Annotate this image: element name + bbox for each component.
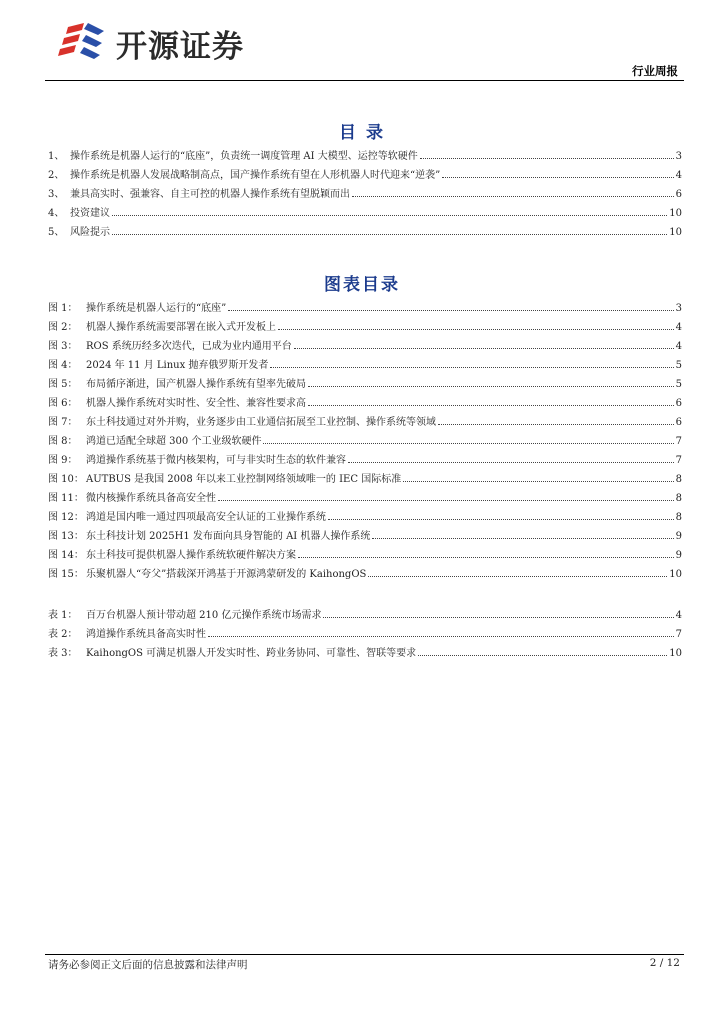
toc-entry[interactable]: [48, 185, 682, 204]
entry-page-number: 7: [675, 455, 682, 466]
dot-leader: [403, 481, 673, 482]
toc-entry[interactable]: [48, 147, 682, 166]
entry-title: 鸿道已适配全球超 300 个工业级软硬件: [86, 436, 262, 447]
entry-number: 表 1：: [48, 610, 78, 621]
dot-leader: [308, 405, 674, 406]
toc-entry[interactable]: [48, 223, 682, 242]
entry-title: 乐聚机器人“夸父”搭载深开鸿基于开源鸿蒙研发的 KaihongOS: [86, 569, 367, 580]
entry-title: 操作系统是机器人发展战略制高点，国产操作系统有望在人形机器人时代迎来“逆袭”: [70, 170, 441, 181]
dot-leader: [298, 557, 674, 558]
entry-page-number: 4: [675, 170, 682, 181]
dot-leader: [352, 196, 674, 197]
entry-page-number: 4: [675, 341, 682, 352]
dot-leader: [442, 177, 673, 178]
entry-title: 机器人操作系统对实时性、安全性、兼容性要求高: [86, 398, 306, 409]
toc-entry[interactable]: [48, 606, 682, 625]
dot-leader: [270, 367, 673, 368]
dot-leader: [438, 424, 674, 425]
entry-title: 东土科技计划 2025H1 发布面向具身智能的 AI 机器人操作系统: [86, 531, 371, 542]
entry-number: 图 9：: [48, 455, 78, 466]
dot-leader: [112, 234, 667, 235]
entry-page-number: 4: [675, 322, 682, 333]
entry-page-number: 9: [675, 531, 682, 542]
dot-leader: [294, 348, 674, 349]
entry-title: 操作系统是机器人运行的“底座”，负责统一调度管理 AI 大模型、运控等软硬件: [70, 151, 418, 162]
entry-title: 2024 年 11 月 Linux 抛弃俄罗斯开发者: [86, 360, 269, 371]
brand-logo: [58, 20, 244, 66]
entry-page-number: 6: [675, 189, 682, 200]
dot-leader: [112, 215, 667, 216]
toc-entry[interactable]: [48, 318, 682, 337]
footer-disclaimer: 请务必参阅正文后面的信息披露和法律声明: [48, 959, 248, 971]
entry-number: 图 8：: [48, 436, 78, 447]
toc-entry[interactable]: [48, 489, 682, 508]
toc-entry[interactable]: [48, 204, 682, 223]
dot-leader: [348, 462, 674, 463]
entry-title: 机器人操作系统需要部署在嵌入式开发板上: [86, 322, 276, 333]
toc-entry[interactable]: [48, 527, 682, 546]
entry-title: 微内核操作系统具备高安全性: [86, 493, 216, 504]
entry-title: AUTBUS 是我国 2008 年以来工业控制网络领域唯一的 IEC 国际标准: [86, 474, 402, 485]
entry-page-number: 9: [675, 550, 682, 561]
entry-title: 操作系统是机器人运行的“底座”: [86, 303, 227, 314]
dot-leader: [368, 576, 667, 577]
entry-number: 4、: [48, 208, 65, 219]
toc-entry[interactable]: [48, 413, 682, 432]
entry-number: 图 15：: [48, 569, 84, 580]
footer-page-indicator: 2 / 12: [649, 957, 680, 969]
entry-title: 鸿道是国内唯一通过四项最高安全认证的工业操作系统: [86, 512, 326, 523]
figures-list: [48, 299, 682, 584]
brand-name: 开源证券: [116, 28, 244, 65]
entry-title: 投资建议: [70, 208, 110, 219]
entry-page-number: 5: [675, 379, 682, 390]
dot-leader: [278, 329, 674, 330]
entry-page-number: 6: [675, 417, 682, 428]
entry-number: 图 2：: [48, 322, 78, 333]
entry-page-number: 7: [675, 436, 682, 447]
toc-entry[interactable]: [48, 625, 682, 644]
toc-entry[interactable]: [48, 451, 682, 470]
entry-number: 5、: [48, 227, 65, 238]
entry-number: 图 3：: [48, 341, 78, 352]
header-divider: [45, 80, 684, 81]
entry-page-number: 3: [675, 151, 682, 162]
entry-page-number: 5: [675, 360, 682, 371]
tables-list: [48, 606, 682, 663]
toc-entry[interactable]: [48, 337, 682, 356]
toc-entry[interactable]: [48, 508, 682, 527]
footer-divider: [45, 954, 684, 955]
report-type-label: 行业周报: [632, 64, 678, 78]
entry-number: 图 6：: [48, 398, 78, 409]
toc-entry[interactable]: [48, 432, 682, 451]
entry-title: 兼具高实时、强兼容、自主可控的机器人操作系统有望脱颖而出: [70, 189, 350, 200]
dot-leader: [418, 655, 667, 656]
entry-title: 鸿道操作系统具备高实时性: [86, 629, 206, 640]
entry-page-number: 10: [669, 208, 682, 219]
dot-leader: [208, 636, 674, 637]
dot-leader: [420, 158, 674, 159]
entry-number: 图 7：: [48, 417, 78, 428]
dot-leader: [328, 519, 674, 520]
entry-page-number: 8: [675, 493, 682, 504]
brand-logo-icon: [58, 21, 110, 65]
entry-number: 表 3：: [48, 648, 78, 659]
toc-entry[interactable]: [48, 644, 682, 663]
entry-number: 图 1：: [48, 303, 78, 314]
entry-number: 2、: [48, 170, 65, 181]
entry-title: 鸿道操作系统基于微内核架构，可与非实时生态的软件兼容: [86, 455, 346, 466]
entry-number: 图 14：: [48, 550, 84, 561]
figures-title: 图表目录: [324, 275, 400, 295]
entry-title: 百万台机器人预计带动超 210 亿元操作系统市场需求: [86, 610, 322, 621]
entry-number: 图 11：: [48, 493, 84, 504]
dot-leader: [228, 310, 673, 311]
entry-number: 3、: [48, 189, 65, 200]
entry-number: 图 10：: [48, 474, 84, 485]
entry-page-number: 10: [669, 227, 682, 238]
entry-title: ROS 系统历经多次迭代，已成为业内通用平台: [86, 341, 292, 352]
entry-number: 表 2：: [48, 629, 78, 640]
toc-entry[interactable]: [48, 546, 682, 565]
entry-page-number: 7: [675, 629, 682, 640]
toc-entry[interactable]: [48, 565, 682, 584]
entry-page-number: 3: [675, 303, 682, 314]
entry-number: 图 5：: [48, 379, 78, 390]
entry-page-number: 4: [675, 610, 682, 621]
entry-number: 图 12：: [48, 512, 84, 523]
entry-title: 布局循序渐进，国产机器人操作系统有望率先破局: [86, 379, 306, 390]
entry-page-number: 10: [669, 569, 682, 580]
dot-leader: [323, 617, 673, 618]
entry-title: 风险提示: [70, 227, 110, 238]
toc-entry[interactable]: [48, 356, 682, 375]
toc-list: [48, 147, 682, 242]
dot-leader: [372, 538, 673, 539]
entry-page-number: 10: [669, 648, 682, 659]
toc-entry[interactable]: [48, 166, 682, 185]
toc-entry[interactable]: [48, 375, 682, 394]
entry-page-number: 8: [675, 474, 682, 485]
entry-title: 东土科技通过对外并购，业务逐步由工业通信拓展至工业控制、操作系统等领域: [86, 417, 436, 428]
dot-leader: [218, 500, 674, 501]
toc-entry[interactable]: [48, 299, 682, 318]
toc-title: 目 录: [339, 123, 385, 143]
entry-number: 图 13：: [48, 531, 84, 542]
entry-title: 东土科技可提供机器人操作系统软硬件解决方案: [86, 550, 296, 561]
entry-number: 图 4：: [48, 360, 78, 371]
entry-title: KaihongOS 可满足机器人开发实时性、跨业务协同、可靠性、智联等要求: [86, 648, 417, 659]
toc-entry[interactable]: [48, 470, 682, 489]
dot-leader: [263, 443, 673, 444]
entry-page-number: 6: [675, 398, 682, 409]
entry-number: 1、: [48, 151, 65, 162]
toc-entry[interactable]: [48, 394, 682, 413]
entry-page-number: 8: [675, 512, 682, 523]
dot-leader: [308, 386, 674, 387]
